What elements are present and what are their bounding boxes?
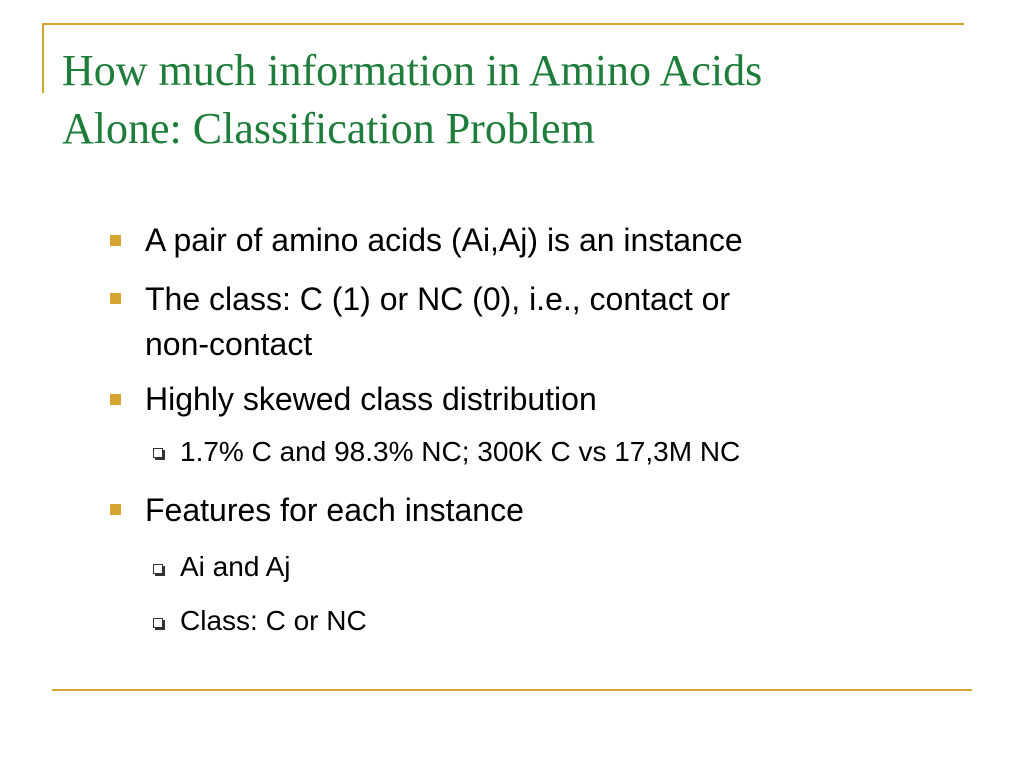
bullet-item [100,273,980,367]
slide-title-line-2: Alone: Classification Problem [62,104,595,153]
filled-square-bullet-icon [110,504,121,515]
bullet-list [100,213,980,648]
filled-square-bullet-icon [110,293,121,304]
hollow-square-bullet-icon [153,618,163,628]
left-rule [42,23,44,93]
sub-bullet-text: 1.7% C and 98.3% NC; 300K C vs 17,3M NC [180,436,741,467]
hollow-square-bullet-icon [153,564,163,574]
bullet-text-line-1: The class: C (1) or NC (0), i.e., contact or [145,281,731,317]
filled-square-bullet-icon [110,235,121,246]
top-rule [42,23,964,25]
bullet-text-line-2: non-contact [145,326,313,362]
slide-title-line-1: How much information in Amino Acids [62,46,763,95]
bullet-item [100,213,980,268]
sub-bullet-item [100,540,980,594]
bullet-text: Features for each instance [145,492,524,528]
sub-bullet-text: Class: C or NC [180,605,367,636]
bullet-item [100,374,980,424]
slide-title [62,42,962,158]
filled-square-bullet-icon [110,394,121,405]
sub-bullet-text: Ai and Aj [180,551,291,582]
sub-bullet-item [100,424,980,480]
bullet-item [100,480,980,540]
bullet-text: A pair of amino acids (Ai,Aj) is an instance [145,222,743,258]
bullet-text: Highly skewed class distribution [145,381,597,417]
hollow-square-bullet-icon [153,448,163,458]
bottom-rule [52,689,972,691]
sub-bullet-item [100,594,980,648]
